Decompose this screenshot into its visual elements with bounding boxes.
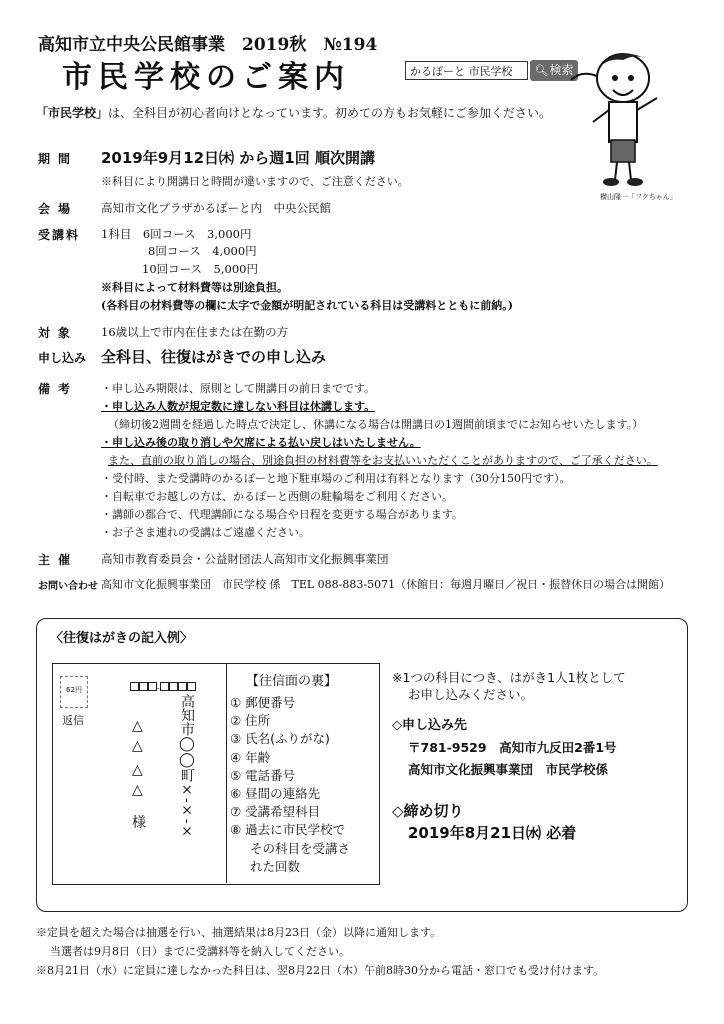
destination-title: ◇申し込み先 [392,718,467,733]
apply-label: 申し込み [38,351,87,365]
intro-body: は、全科目が初心者向けとなっています。初めての方もお気軽にご参加ください。 [108,106,552,120]
stamp-box: 62円 [60,676,88,708]
postcard-title: 〈往復はがきの記入例〉 [50,631,194,646]
remark-item: （締切後2週間を経過した時点で決定し、休講になる場合は開講日の1週間前頃までにお知らせいたします。） [108,418,644,431]
remark-item: ・受付時、また受講時のかるぽーと地下駐車場のご利用は有料となります（30分150円です）。 [101,472,571,485]
remark-item: ・自転車でお越しの方は、かるぽーと西側の駐輪場をご利用ください。 [101,490,453,503]
name-mark: △ [132,762,143,778]
postcard-divider [226,663,227,883]
back-item: ① 郵便番号 [230,695,296,710]
reply-label: 返信 [62,714,84,727]
destination-line-1: 〒781-9529 高知市九反田2番1号 [408,740,617,755]
host-value: 高知市教育委員会・公益財団法人高知市文化振興事業団 [101,552,389,566]
contact-value: 高知市文化振興事業団 市民学校 係 TEL 088-883-5071（休館日：毎週月曜日／祝日・振替休日の場合は開館） [101,578,671,591]
organization-line: 高知市立中央公民館事業 2019秋 №194 [38,35,378,55]
period-label: 期間 [38,152,79,166]
remark-item: ・講師の都合で、代理講師になる場合や日程を変更する場合があります。 [101,508,463,521]
remark-item: ・申し込み期限は、原則として開講日の前日までです。 [101,382,376,395]
footer-line-2: 当選者は9月8日（日）までに受講料等を納入してください。 [50,945,350,958]
back-item: ⑦ 受講希望科目 [230,804,321,820]
back-item: ④ 年齢 [230,749,271,765]
footer-line-1: ※定員を超えた場合は抽選を行い、抽選結果は8月23日（金）以降に通知します。 [36,926,442,939]
sample-address: 高知市◯◯町×-×-× [179,694,195,840]
zip-boxes: - [130,676,196,695]
name-mark: △ [132,718,143,734]
search-input[interactable]: かるぽーと 市民学校 [405,61,528,80]
postcard-note-2: お申し込みください。 [408,687,534,702]
remark-item: ・申し込み後の取り消しや欠席による払い戻しはいたしません。 [101,436,421,449]
fee-line-2: 8回コース 4,000円 [148,244,257,258]
period-value: 2019年9月12日㈭ から週1回 順次開講 [101,149,375,167]
name-mark: △ [132,738,143,754]
target-value: 16歳以上で市内在住または在勤の方 [101,325,289,339]
back-item: ③ 氏名(ふりがな) [230,731,330,747]
venue-label: 会場 [38,202,79,216]
mascot-caption: 横山隆一「フクちゃん」 [600,193,677,201]
host-label: 主催 [38,553,79,567]
name-mark: △ [132,782,143,798]
back-item: ⑧ 過去に市民学校で [230,822,346,838]
apply-value: 全科目、往復はがきでの申し込み [101,348,327,366]
fee-note-2: (各科目の材料費等の欄に太字で金額が明記されている科目は受講料とともに前納。) [101,299,513,312]
back-item: ⑤ 電話番号 [230,767,296,783]
target-label: 対象 [38,326,79,340]
destination-line-2: 高知市文化振興事業団 市民学校係 [408,762,609,777]
sama-label: 様 [132,815,146,831]
remark-item: ・お子さま連れの受講はご遠慮ください。 [101,526,310,539]
back-side-list [230,694,350,876]
back-side-title: 【往信面の裏】 [246,674,338,689]
back-item: ⑥ 昼間の連絡先 [230,786,321,802]
period-note: ※科目により開講日と時間が違いますので、ご注意ください。 [101,175,409,188]
deadline-title: ◇締め切り [392,802,464,820]
fee-line-3: 10回コース 5,000円 [142,262,258,276]
fee-line-1: 1科目 6回コース 3,000円 [101,227,252,241]
back-item: れた回数 [250,858,301,874]
remark-item: ・申し込み人数が規定数に達しない科目は休講します。 [101,400,376,413]
footer-line-3: ※8月21日（水）に定員に達しなかった科目は、翌8月22日（木）午前8時30分から電話・窓口でも受け付けます。 [36,964,605,977]
remark-item: また、直前の取り消しの場合、別途負担の材料費等をお支払いいただくことがありますので、ご了承ください。 [108,454,658,467]
mascot-illustration [565,40,680,190]
search-button-label: 検索 [549,63,574,77]
intro-text [36,104,551,121]
page-title: 市民学校のご案内 [62,60,350,95]
contact-label: お問い合わせ [38,581,98,592]
postcard-note-1: ※1つの科目につき、はがき1人1枚として [392,670,626,685]
deadline-value: 2019年8月21日㈬ 必着 [408,824,577,842]
intro-bracket: 「市民学校」 [36,106,109,120]
fee-label: 受講料 [38,228,81,242]
back-item: その科目を受講さ [250,840,351,856]
magnifier-icon: 🔍︎ [534,64,549,77]
back-item: ② 住所 [230,713,271,729]
remarks-label: 備考 [38,382,79,396]
fee-note-1: ※科目によって材料費等は別途負担。 [101,281,288,294]
venue-value: 高知市文化プラザかるぽーと内 中央公民館 [101,201,331,215]
